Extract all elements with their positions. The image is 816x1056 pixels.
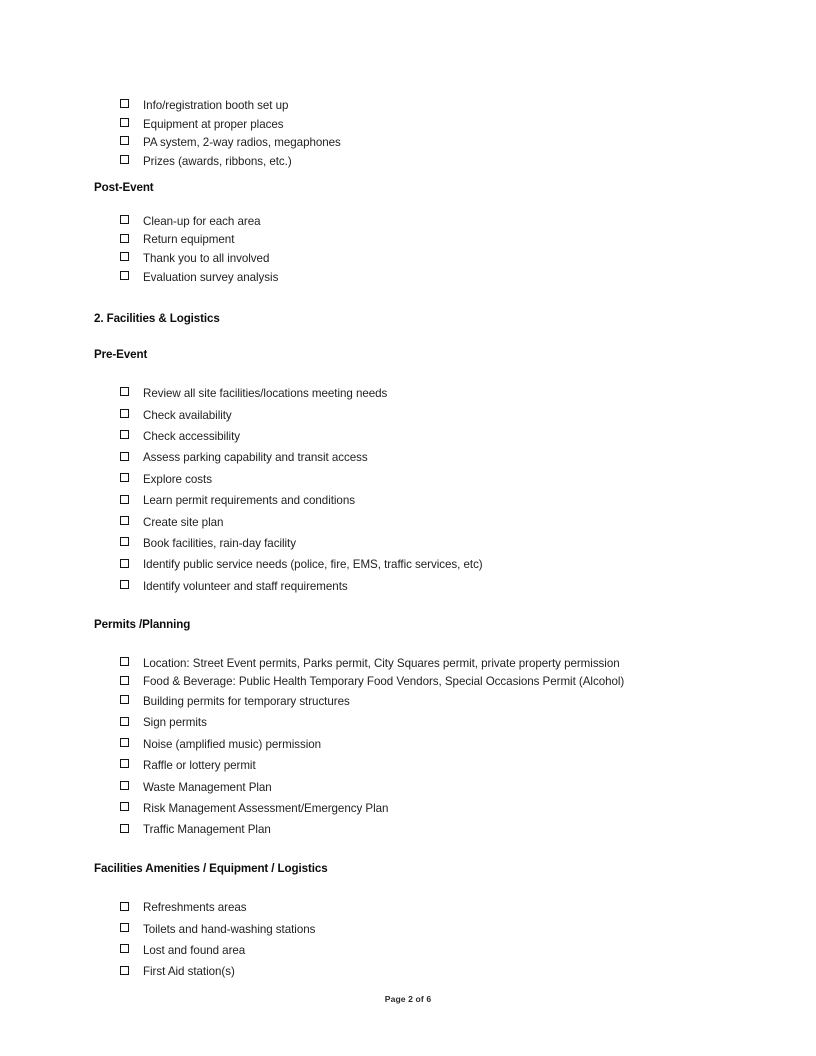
empty-checkbox-icon[interactable] [120, 405, 143, 425]
checklist-item-label: Book facilities, rain-day facility [143, 537, 296, 551]
section-heading-facilities-amenities: Facilities Amenities / Equipment / Logistics [94, 861, 328, 875]
empty-checkbox-icon[interactable] [120, 230, 143, 248]
checklist-item-label: Return equipment [143, 233, 235, 247]
section-heading-pre-event: Pre-Event [94, 347, 148, 361]
section-heading-permits-planning: Permits /Planning [94, 618, 191, 632]
checklist-item[interactable] [94, 672, 722, 691]
checklist-facilities-amenities [94, 897, 722, 983]
checklist-item-label: Check availability [143, 408, 232, 422]
checklist-item-label: Traffic Management Plan [143, 823, 271, 837]
checklist-item[interactable] [94, 654, 722, 673]
spacer [94, 327, 722, 348]
empty-checkbox-icon[interactable] [120, 426, 143, 446]
document-body [94, 96, 722, 983]
checklist-item-label: Review all site facilities/locations meeting needs [143, 387, 388, 401]
checklist-item-label: Prizes (awards, ribbons, etc.) [143, 154, 292, 168]
spacer [94, 170, 722, 181]
checklist-item-label: Identify volunteer and staff requirements [143, 579, 348, 593]
empty-checkbox-icon[interactable] [120, 469, 143, 489]
checklist-item[interactable] [94, 249, 722, 268]
empty-checkbox-icon[interactable] [120, 798, 143, 818]
checklist-event-day-continued [94, 96, 722, 170]
checklist-item[interactable] [94, 96, 722, 115]
checklist-item[interactable] [94, 133, 722, 152]
empty-checkbox-icon[interactable] [120, 755, 143, 775]
spacer [94, 633, 722, 654]
checklist-item[interactable] [94, 798, 722, 819]
empty-checkbox-icon[interactable] [120, 383, 143, 403]
checklist-item-label: First Aid station(s) [143, 965, 235, 979]
checklist-item-label: Equipment at proper places [143, 117, 284, 131]
empty-checkbox-icon[interactable] [120, 115, 143, 133]
checklist-item-label: Clean-up for each area [143, 214, 261, 228]
empty-checkbox-icon[interactable] [120, 691, 143, 711]
checklist-item[interactable] [94, 469, 722, 490]
checklist-item-label: Evaluation survey analysis [143, 270, 279, 284]
empty-checkbox-icon[interactable] [120, 819, 143, 839]
spacer [94, 841, 722, 862]
checklist-pre-event [94, 383, 722, 597]
checklist-item-label: Info/registration booth set up [143, 99, 289, 112]
checklist-item[interactable] [94, 152, 722, 171]
empty-checkbox-icon[interactable] [120, 919, 143, 939]
checklist-item-label: Assess parking capability and transit access [143, 451, 368, 465]
checklist-item[interactable] [94, 755, 722, 776]
checklist-item-label: Lost and found area [143, 944, 246, 958]
checklist-item[interactable] [94, 734, 722, 755]
checklist-item-label: Building permits for temporary structures [143, 694, 350, 708]
empty-checkbox-icon[interactable] [120, 897, 143, 917]
checklist-item-label: Explore costs [143, 472, 212, 486]
checklist-item[interactable] [94, 405, 722, 426]
empty-checkbox-icon[interactable] [120, 490, 143, 510]
checklist-item-label: Toilets and hand-washing stations [143, 922, 316, 936]
spacer [94, 286, 722, 312]
checklist-item[interactable] [94, 961, 722, 982]
checklist-item-label: Waste Management Plan [143, 780, 272, 794]
spacer [94, 196, 722, 212]
checklist-item-label: Learn permit requirements and conditions [143, 494, 355, 508]
checklist-item-label: Risk Management Assessment/Emergency Plan [143, 801, 389, 815]
checklist-item[interactable] [94, 897, 722, 918]
checklist-item[interactable] [94, 533, 722, 554]
checklist-item[interactable] [94, 230, 722, 249]
checklist-item[interactable] [94, 212, 722, 231]
empty-checkbox-icon[interactable] [120, 777, 143, 797]
empty-checkbox-icon[interactable] [120, 512, 143, 532]
checklist-item[interactable] [94, 819, 722, 840]
checklist-item-label: Raffle or lottery permit [143, 759, 256, 773]
empty-checkbox-icon[interactable] [120, 554, 143, 574]
empty-checkbox-icon[interactable] [120, 152, 143, 170]
empty-checkbox-icon[interactable] [120, 576, 143, 596]
checklist-permits-planning [94, 654, 722, 841]
checklist-item-label: Sign permits [143, 716, 207, 730]
empty-checkbox-icon[interactable] [120, 961, 143, 981]
empty-checkbox-icon[interactable] [120, 447, 143, 467]
checklist-item-label: PA system, 2-way radios, megaphones [143, 136, 341, 150]
empty-checkbox-icon[interactable] [120, 734, 143, 754]
checklist-item[interactable] [94, 576, 722, 597]
empty-checkbox-icon[interactable] [120, 133, 143, 151]
checklist-item-label: Noise (amplified music) permission [143, 737, 322, 751]
checklist-item[interactable] [94, 919, 722, 940]
checklist-item[interactable] [94, 940, 722, 961]
checklist-item-label: Check accessibility [143, 430, 240, 444]
empty-checkbox-icon[interactable] [120, 96, 143, 114]
checklist-item[interactable] [94, 383, 722, 404]
checklist-item-label: Location: Street Event permits, Parks permit, City Squares permit, private property permission [143, 656, 620, 670]
checklist-item[interactable] [94, 268, 722, 287]
checklist-item-label: Thank you to all involved [143, 252, 270, 266]
checklist-item[interactable] [94, 115, 722, 134]
checklist-post-event [94, 212, 722, 286]
checklist-item-label: Identify public service needs (police, fire, EMS, traffic services, etc) [143, 558, 483, 572]
empty-checkbox-icon[interactable] [120, 712, 143, 732]
section-heading-facilities-logistics: 2. Facilities & Logistics [94, 312, 220, 326]
empty-checkbox-icon[interactable] [120, 940, 143, 960]
checklist-item[interactable] [94, 691, 722, 712]
spacer [94, 362, 722, 383]
checklist-item[interactable] [94, 490, 722, 511]
checklist-item[interactable] [94, 712, 722, 733]
empty-checkbox-icon[interactable] [120, 212, 143, 230]
page-footer: Page 2 of 6 [384, 994, 432, 1004]
checklist-item-label: Refreshments areas [143, 901, 247, 915]
spacer [94, 597, 722, 618]
spacer [94, 876, 722, 897]
checklist-item[interactable] [94, 554, 722, 575]
empty-checkbox-icon[interactable] [120, 268, 143, 286]
checklist-item[interactable] [94, 777, 722, 798]
section-heading-post-event: Post-Event [94, 181, 154, 195]
empty-checkbox-icon[interactable] [120, 533, 143, 553]
checklist-item[interactable] [94, 426, 722, 447]
checklist-item[interactable] [94, 447, 722, 468]
checklist-item-label: Create site plan [143, 515, 224, 529]
checklist-item-label: Food & Beverage: Public Health Temporary Food Vendors, Special Occasions Permit (Alcohol) [143, 675, 625, 689]
checklist-item[interactable] [94, 512, 722, 533]
empty-checkbox-icon[interactable] [120, 249, 143, 267]
empty-checkbox-icon[interactable] [120, 654, 143, 672]
empty-checkbox-icon[interactable] [120, 672, 143, 690]
